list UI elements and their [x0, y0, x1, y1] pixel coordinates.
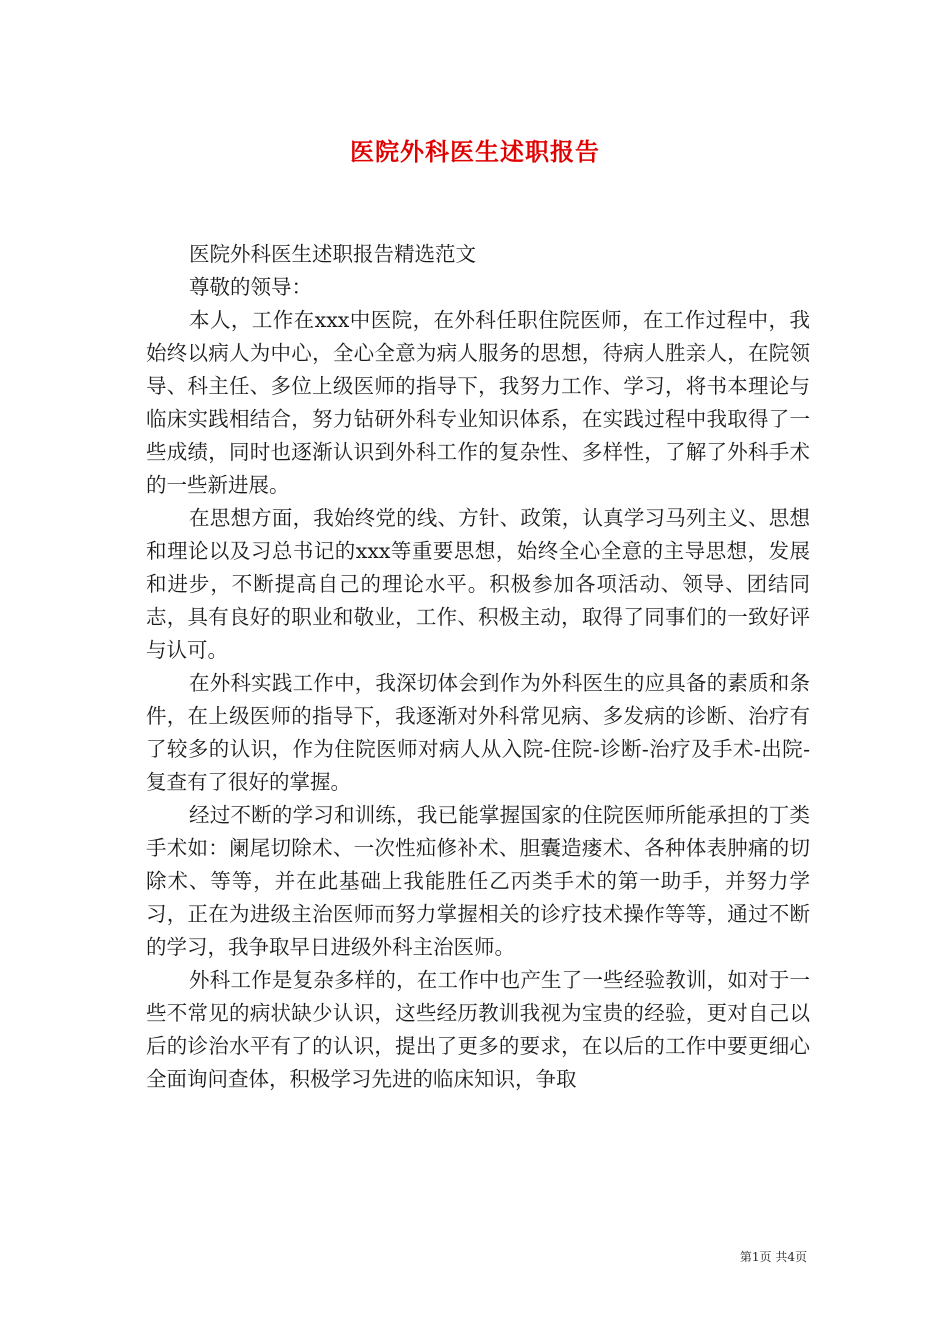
paragraph-lessons: 外科工作是复杂多样的，在工作中也产生了一些经验教训，如对于一些不常见的病状缺少认识，这些经历教训我视为宝贵的经验，更对自己以后的诊治水平有了的认识，提出了更多的要求，在以后的工作中要更细心全面询问查体，积极学习先进的临床知识，争取 — [146, 968, 810, 1091]
paragraph-ideology: 在思想方面，我始终党的线、方针、政策，认真学习马列主义、思想和理论以及习总书记的xxx等重要思想，始终全心全意的主导思想，发展和进步，不断提高自己的理论水平。积极参加各项活动、领导、团结同志，具有良好的职业和敬业，工作、积极主动，取得了同事们的一致好评与认可。 — [146, 506, 810, 662]
paragraph-intro: 本人，工作在xxx中医院，在外科任职住院医师，在工作过程中，我始终以病人为中心，全心全意为病人服务的思想，待病人胜亲人，在院领导、科主任、多位上级医师的指导下，我努力工作、学习，将书本理论与临床实践相结合，努力钻研外科专业知识体系，在实践过程中我取得了一些成绩，同时也逐渐认识到外科工作的复杂性、多样性，了解了外科手术的一些新进展。 — [146, 308, 810, 497]
document-body — [146, 238, 810, 1096]
paragraph-training: 经过不断的学习和训练，我已能掌握国家的住院医师所能承担的丁类手术如：阑尾切除术、一次性疝修补术、胆囊造瘘术、各种体表肿痛的切除术、等等，并在此基础上我能胜任乙丙类手术的第一助手，并努力学习，正在为进级主治医师而努力掌握相关的诊疗技术操作等等，通过不断的学习，我争取早日进级外科主治医师。 — [146, 803, 810, 959]
document-subtitle: 医院外科医生述职报告精选范文 — [189, 242, 477, 266]
paragraph-practice: 在外科实践工作中，我深切体会到作为外科医生的应具备的素质和条件，在上级医师的指导下，我逐渐对外科常见病、多发病的诊断、治疗有了较多的认识，作为住院医师对病人从入院-住院-诊断-治疗及手术-出院-复查有了很好的掌握。 — [146, 671, 810, 794]
document-title: 医院外科医生述职报告 — [350, 137, 600, 166]
page-number: 第1页 共4页 — [739, 1250, 807, 1264]
salutation: 尊敬的领导： — [189, 275, 313, 299]
